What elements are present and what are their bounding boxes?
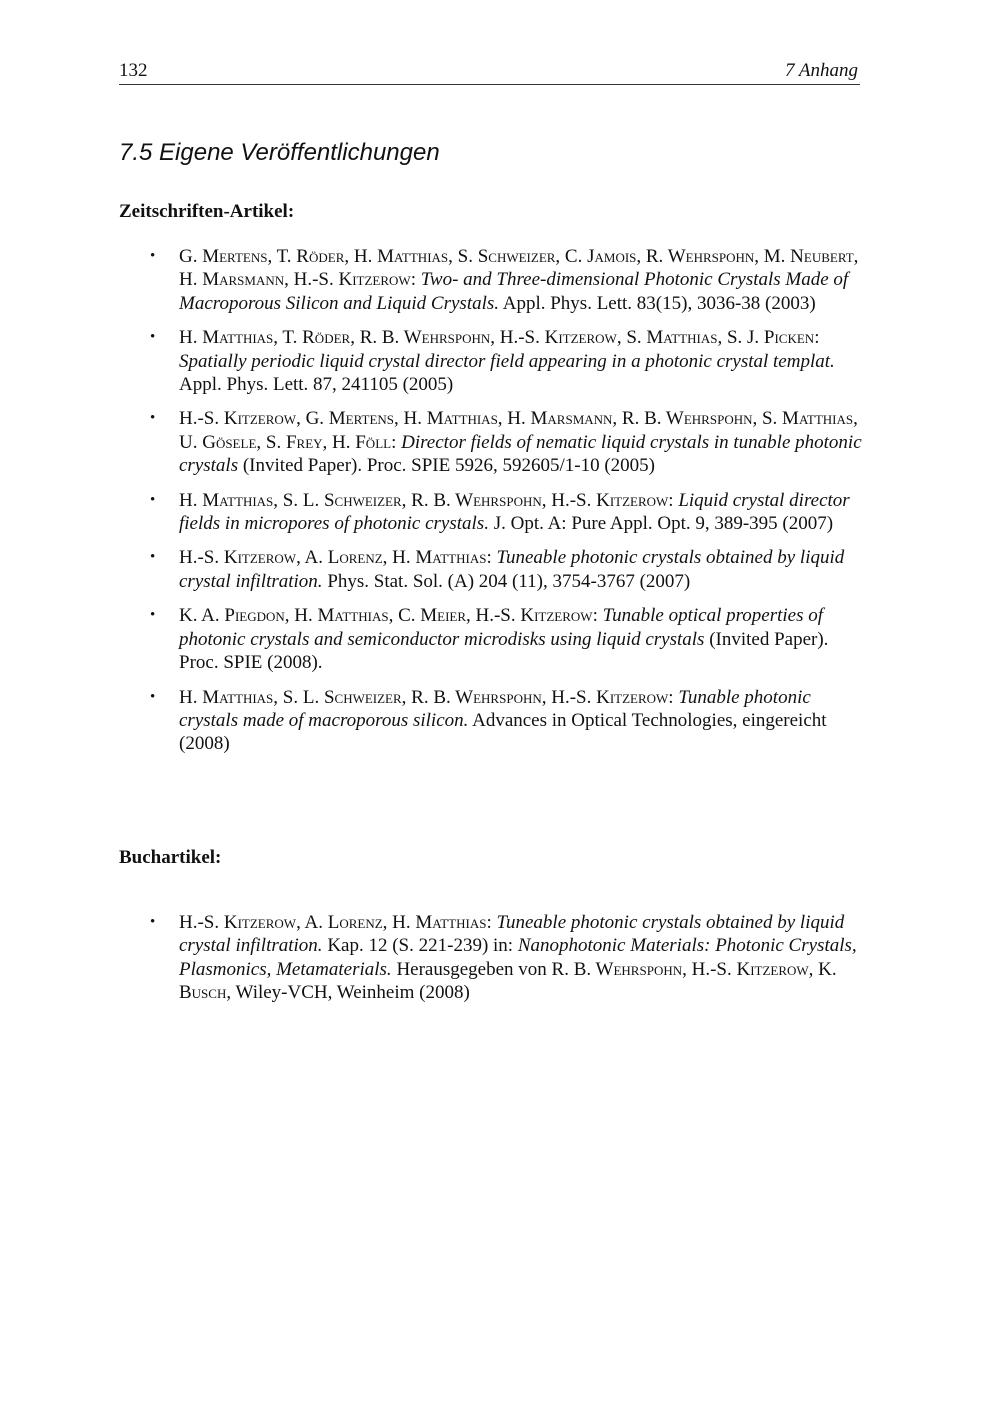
section-title: 7.5 Eigene Veröffentlichungen (119, 139, 440, 166)
publisher: , Wiley-VCH, Weinheim (2008) (226, 982, 470, 1004)
authors: H. Matthias, T. Röder, R. B. Wehrspohn, H.-S. Kitzerow, S. Matthias, S. J. Picken: (179, 327, 820, 349)
publication-source: Phys. Stat. Sol. (A) 204 (11), 3754-3767 (2007) (322, 570, 691, 592)
article-title: Tuneable photonic crystals obtained by liquid crystal infiltration. (179, 912, 845, 957)
authors: H.-S. Kitzerow, A. Lorenz, H. Matthias: (179, 912, 497, 933)
list-item (150, 686, 865, 756)
authors: H.-S. Kitzerow, G. Mertens, H. Matthias, H. Marsmann, R. B. Wehrspohn, S. Matthias, U. Gösele, S. Frey, H. Föll: (179, 408, 858, 453)
list-item (150, 911, 865, 1005)
article-title: Spatially periodic liquid crystal director field appearing in a photonic crystal templat. (179, 350, 835, 372)
authors: G. Mertens, T. Röder, H. Matthias, S. Schweizer, C. Jamois, R. Wehrspohn, M. Neubert, H. Marsmann, H.-S. Kitzerow: (179, 246, 859, 291)
authors: K. A. Piegdon, H. Matthias, C. Meier, H.-S. Kitzerow: (179, 605, 603, 627)
publication-source: (Invited Paper). Proc. SPIE 5926, 592605/1-10 (2005) (238, 455, 655, 477)
list-item (150, 245, 865, 315)
editor-prefix: Herausgegeben von (391, 958, 552, 980)
journal-articles-list (150, 245, 865, 756)
publication-source: J. Opt. A: Pure Appl. Opt. 9, 389-395 (2007) (488, 513, 834, 535)
authors: H.-S. Kitzerow, A. Lorenz, H. Matthias: (179, 547, 497, 569)
publication-source: Appl. Phys. Lett. 87, 241105 (2005) (179, 374, 454, 396)
book-articles-list (150, 911, 865, 1005)
bullet-icon: • (150, 491, 156, 508)
publication-source: Advances in Optical Technologies, eingereicht (2008) (179, 709, 827, 755)
authors: H. Matthias, S. L. Schweizer, R. B. Wehrspohn, H.-S. Kitzerow: (179, 686, 679, 708)
bullet-icon: • (150, 607, 156, 624)
chapter-info: Kap. 12 (S. 221-239) in: (322, 935, 518, 957)
authors: H. Matthias, S. L. Schweizer, R. B. Wehrspohn, H.-S. Kitzerow: (179, 489, 679, 511)
list-item (150, 326, 865, 396)
list-item (150, 546, 865, 593)
bullet-icon: • (150, 248, 156, 264)
article-title: Tuneable photonic crystals obtained by liquid crystal infiltration. (179, 547, 845, 592)
bullet-icon: • (150, 549, 156, 566)
publication-source: (Invited Paper). Proc. SPIE (2008). (179, 628, 829, 674)
running-header (119, 60, 860, 85)
publication-source: Appl. Phys. Lett. 83(15), 3036-38 (2003) (499, 292, 816, 314)
article-title: Tunable optical properties of photonic crystals and semiconductor microdisks using liquid crystals (179, 605, 824, 650)
article-title: Director fields of nematic liquid crystals in tunable photonic crystals (179, 431, 862, 477)
bullet-icon: • (150, 329, 156, 346)
journal-articles-heading: Zeitschriften-Artikel: (119, 201, 295, 222)
list-item (150, 407, 865, 477)
bullet-icon: • (150, 914, 156, 930)
page-number: 132 (119, 60, 148, 81)
article-title: Liquid crystal director fields in micropores of photonic crystals. (179, 489, 850, 535)
chapter-label: 7 Anhang (784, 60, 858, 81)
list-item (150, 604, 865, 674)
article-title: Two- and Three-dimensional Photonic Crystals Made of Macroporous Silicon and Liquid Crystals. (179, 269, 849, 314)
editors: R. B. Wehrspohn, H.-S. Kitzerow, K. Busch (179, 958, 837, 1004)
bullet-icon: • (150, 688, 156, 705)
list-item (150, 489, 865, 536)
article-title: Tunable photonic crystals made of macroporous silicon. (179, 686, 811, 731)
bullet-icon: • (150, 410, 156, 427)
book-title: Nanophotonic Materials: Photonic Crystals, Plasmonics, Metamaterials. (179, 935, 857, 980)
book-articles-heading: Buchartikel: (119, 847, 222, 868)
